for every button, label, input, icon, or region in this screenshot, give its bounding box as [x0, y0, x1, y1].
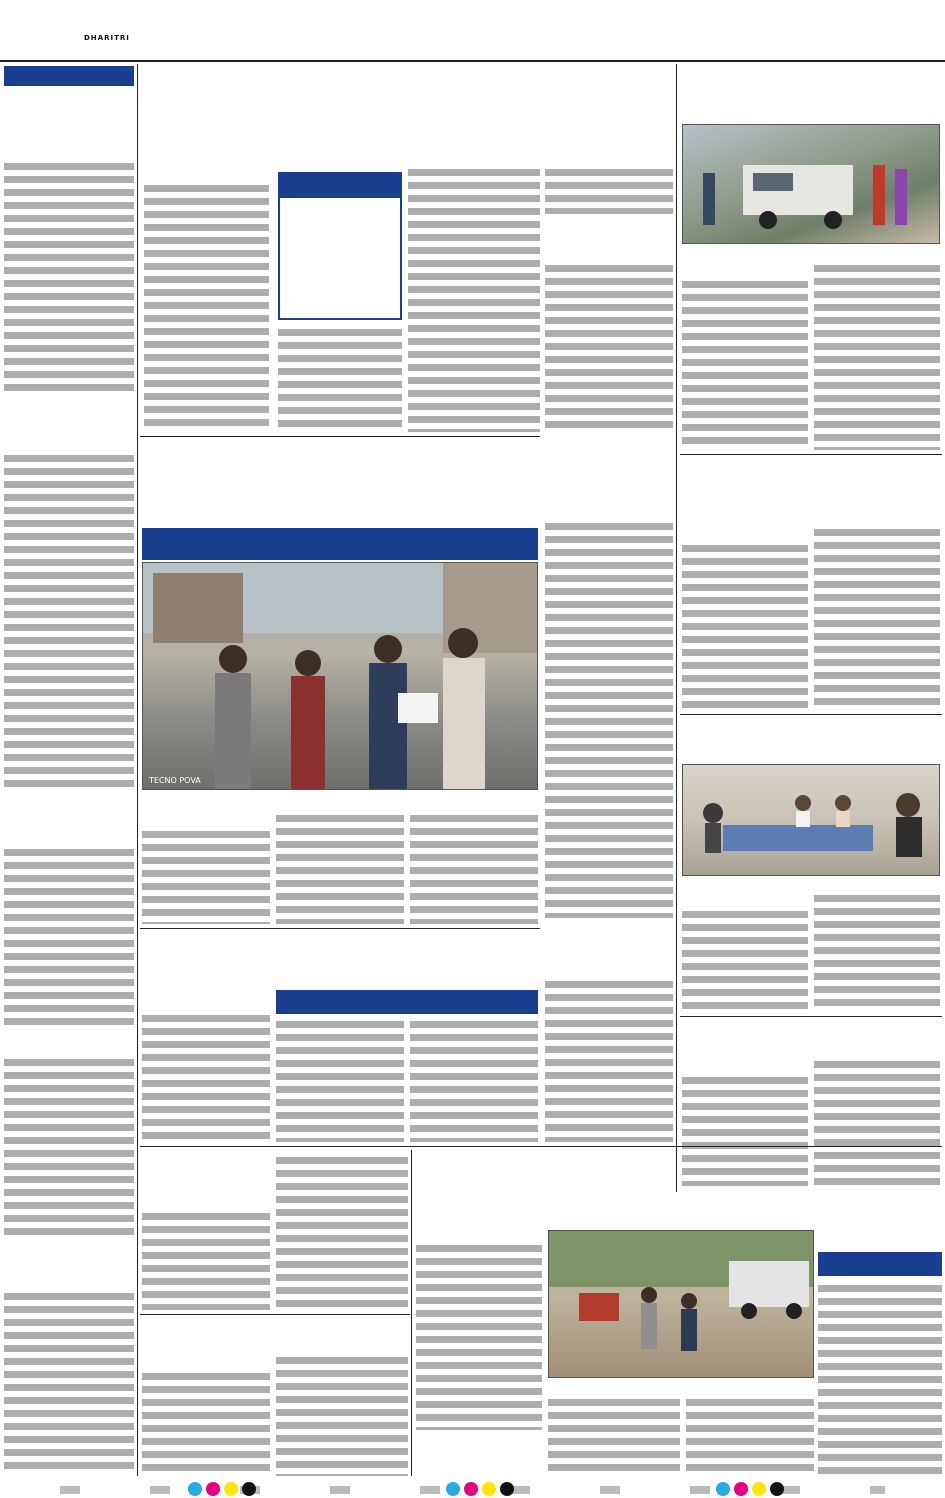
- farewell-photo: [682, 764, 940, 876]
- photo-scene-icon: [683, 125, 940, 244]
- registration-mark-y: [482, 1482, 496, 1496]
- ward-body: [545, 520, 673, 918]
- homeguard-body-1: [142, 1012, 270, 1142]
- homeguard-rule: [140, 1146, 942, 1147]
- farewell-scene-icon: [683, 765, 940, 876]
- review-body-3: [410, 812, 538, 924]
- suicide-body-2: [814, 526, 940, 710]
- brief-1-body: [4, 160, 134, 395]
- registration-mark-k: [500, 1482, 514, 1496]
- gajapati-body-1: [682, 1074, 808, 1186]
- tribal-body-3: [686, 1396, 814, 1476]
- review-subhead: [142, 528, 538, 560]
- right-top-body-2: [814, 262, 940, 450]
- masthead: [0, 0, 945, 58]
- lead-body-3: [408, 166, 540, 432]
- tribal-scene-icon: [549, 1231, 814, 1378]
- health-rule: [140, 1314, 410, 1315]
- tribal-body-4: [818, 1282, 942, 1476]
- homeguard-subhead: [276, 990, 538, 1014]
- homeguard-body-3: [410, 1018, 538, 1142]
- homeguard-body-2: [276, 1018, 404, 1142]
- photo-credit: TECNO POVA: [149, 776, 201, 785]
- farewell-body-2: [814, 892, 940, 1012]
- right-top-photo: [682, 124, 940, 244]
- logo: [4, 2, 144, 36]
- registration-mark-c: [188, 1482, 202, 1496]
- mobile-body-2: [276, 1354, 408, 1476]
- registration-mark-k: [770, 1482, 784, 1496]
- lead-body-2: [278, 326, 402, 432]
- registration-mark-c: [716, 1482, 730, 1496]
- masthead-rule: [0, 60, 945, 62]
- right-top-body-1: [682, 278, 808, 450]
- lead-info-box: [278, 172, 402, 320]
- farewell-rule: [680, 1016, 942, 1017]
- logo-sub: DHARITRI: [84, 34, 130, 42]
- col-rule-1: [137, 64, 138, 1476]
- mobile-body-1: [142, 1370, 270, 1476]
- review-body-1: [142, 828, 270, 924]
- review-scene-icon: [143, 563, 538, 790]
- briefs-label: [4, 66, 134, 86]
- tribal-body-2: [548, 1396, 680, 1476]
- tribal-body-1: [416, 1242, 542, 1430]
- registration-mark-y: [224, 1482, 238, 1496]
- registration-mark-c: [446, 1482, 460, 1496]
- lead-bottom-rule: [140, 436, 540, 437]
- registration-mark-m: [734, 1482, 748, 1496]
- info-box-title: [280, 174, 400, 198]
- review-photo: [142, 562, 538, 790]
- brief-3-body: [4, 846, 134, 1026]
- review-rule: [140, 928, 540, 929]
- right-top-rule: [680, 454, 942, 455]
- review-body-2: [276, 812, 404, 924]
- water-body-2: [545, 262, 673, 432]
- suicide-body-1: [682, 542, 808, 710]
- tribal-col-rule: [411, 1150, 412, 1476]
- water-body-1: [545, 166, 673, 214]
- lead-body-1: [144, 182, 269, 432]
- brief-5-body: [4, 1290, 134, 1472]
- suicide-rule: [680, 714, 942, 715]
- teacher-body: [545, 978, 673, 1142]
- tribal-photo: [548, 1230, 814, 1378]
- health-body-1: [142, 1210, 270, 1310]
- registration-mark-y: [752, 1482, 766, 1496]
- col-rule-2: [676, 64, 677, 1192]
- gajapati-body-2: [814, 1058, 940, 1186]
- health-body-2: [276, 1154, 408, 1310]
- brief-4-body: [4, 1056, 134, 1236]
- lead-headline: [142, 78, 672, 152]
- print-footer: [0, 1480, 945, 1498]
- farewell-body-1: [682, 908, 808, 1012]
- tribal-block-label: [818, 1252, 942, 1276]
- registration-mark-m: [206, 1482, 220, 1496]
- registration-mark-m: [464, 1482, 478, 1496]
- brief-2-body: [4, 452, 134, 792]
- registration-mark-k: [242, 1482, 256, 1496]
